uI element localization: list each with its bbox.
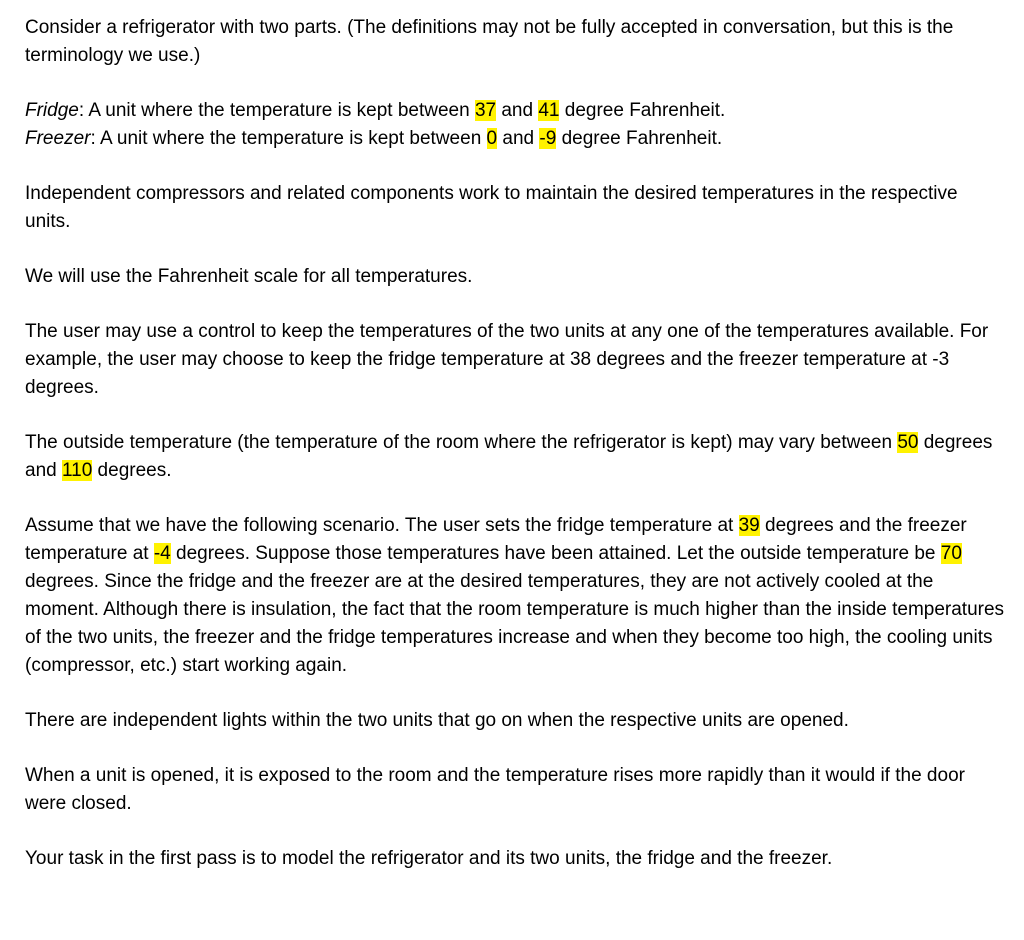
outside-low-highlight: 50 (897, 432, 919, 453)
outside-text-3: degrees. (92, 460, 172, 481)
definitions-paragraph (25, 97, 1005, 153)
intro-paragraph: Consider a refrigerator with two parts. (The definitions may not be fully accepted in conversation, but this is the terminology we use.) (25, 17, 954, 66)
scenario-text-2: degrees and the freezer temperature at (25, 515, 967, 564)
freezer-text-3: degree Fahrenheit. (556, 128, 723, 149)
fridge-text-3: degree Fahrenheit. (559, 100, 726, 121)
scenario-text-3: degrees. Suppose those temperatures have been attained. Let the outside temperature be (170, 543, 941, 564)
document-page (25, 14, 1005, 900)
task-paragraph: Your task in the first pass is to model the refrigerator and its two units, the fridge and the freezer. (25, 848, 833, 869)
outside-text-1: The outside temperature (the temperature of the room where the refrigerator is kept) may vary between (25, 432, 898, 453)
freezer-low-highlight: 0 (486, 128, 498, 149)
scenario-fridge-temp-highlight: 39 (738, 515, 760, 536)
lights-paragraph: There are independent lights within the two units that go on when the respective units are opened. (25, 710, 849, 731)
freezer-text-2: and (497, 128, 540, 149)
opened-paragraph: When a unit is opened, it is exposed to the room and the temperature rises more rapidly than it would if the door were closed. (25, 765, 965, 814)
outside-text-2: degrees and (25, 432, 993, 481)
freezer-text-1: : A unit where the temperature is kept between (90, 128, 487, 149)
freezer-high-highlight: -9 (539, 128, 557, 149)
outside-high-highlight: 110 (61, 460, 93, 481)
scenario-paragraph (25, 512, 1005, 680)
fridge-low-highlight: 37 (474, 100, 497, 121)
compressors-paragraph: Independent compressors and related components work to maintain the desired temperatures in the respective units. (25, 183, 958, 232)
fridge-text-2: and (496, 100, 539, 121)
freezer-term: Freezer (25, 128, 91, 149)
fridge-high-highlight: 41 (538, 100, 560, 121)
fridge-definition (25, 100, 725, 121)
fridge-text-1: : A unit where the temperature is kept between (78, 100, 475, 121)
fridge-term: Fridge (25, 100, 79, 121)
scenario-outside-temp-highlight: 70 (940, 543, 962, 564)
scenario-text-4: degrees. Since the fridge and the freezer are at the desired temperatures, they are not actively cooled at the moment. Although there is insulation, the fact that the room temperature is much higher than the inside temperatures of the two units, the freezer and the fridge temperatures increase and when they become too high, the cooling units (compressor, etc.) start working again. (25, 571, 1005, 676)
outside-temperature-paragraph (25, 429, 1005, 485)
scale-paragraph: We will use the Fahrenheit scale for all temperatures. (25, 266, 473, 287)
control-paragraph: The user may use a control to keep the temperatures of the two units at any one of the temperatures available. For example, the user may choose to keep the fridge temperature at 38 degrees and the freezer temperature at -3 degrees. (25, 321, 989, 398)
freezer-definition (25, 128, 722, 149)
scenario-text-1: Assume that we have the following scenario. The user sets the fridge temperature at (25, 515, 739, 536)
scenario-freezer-temp-highlight: -4 (153, 543, 171, 564)
